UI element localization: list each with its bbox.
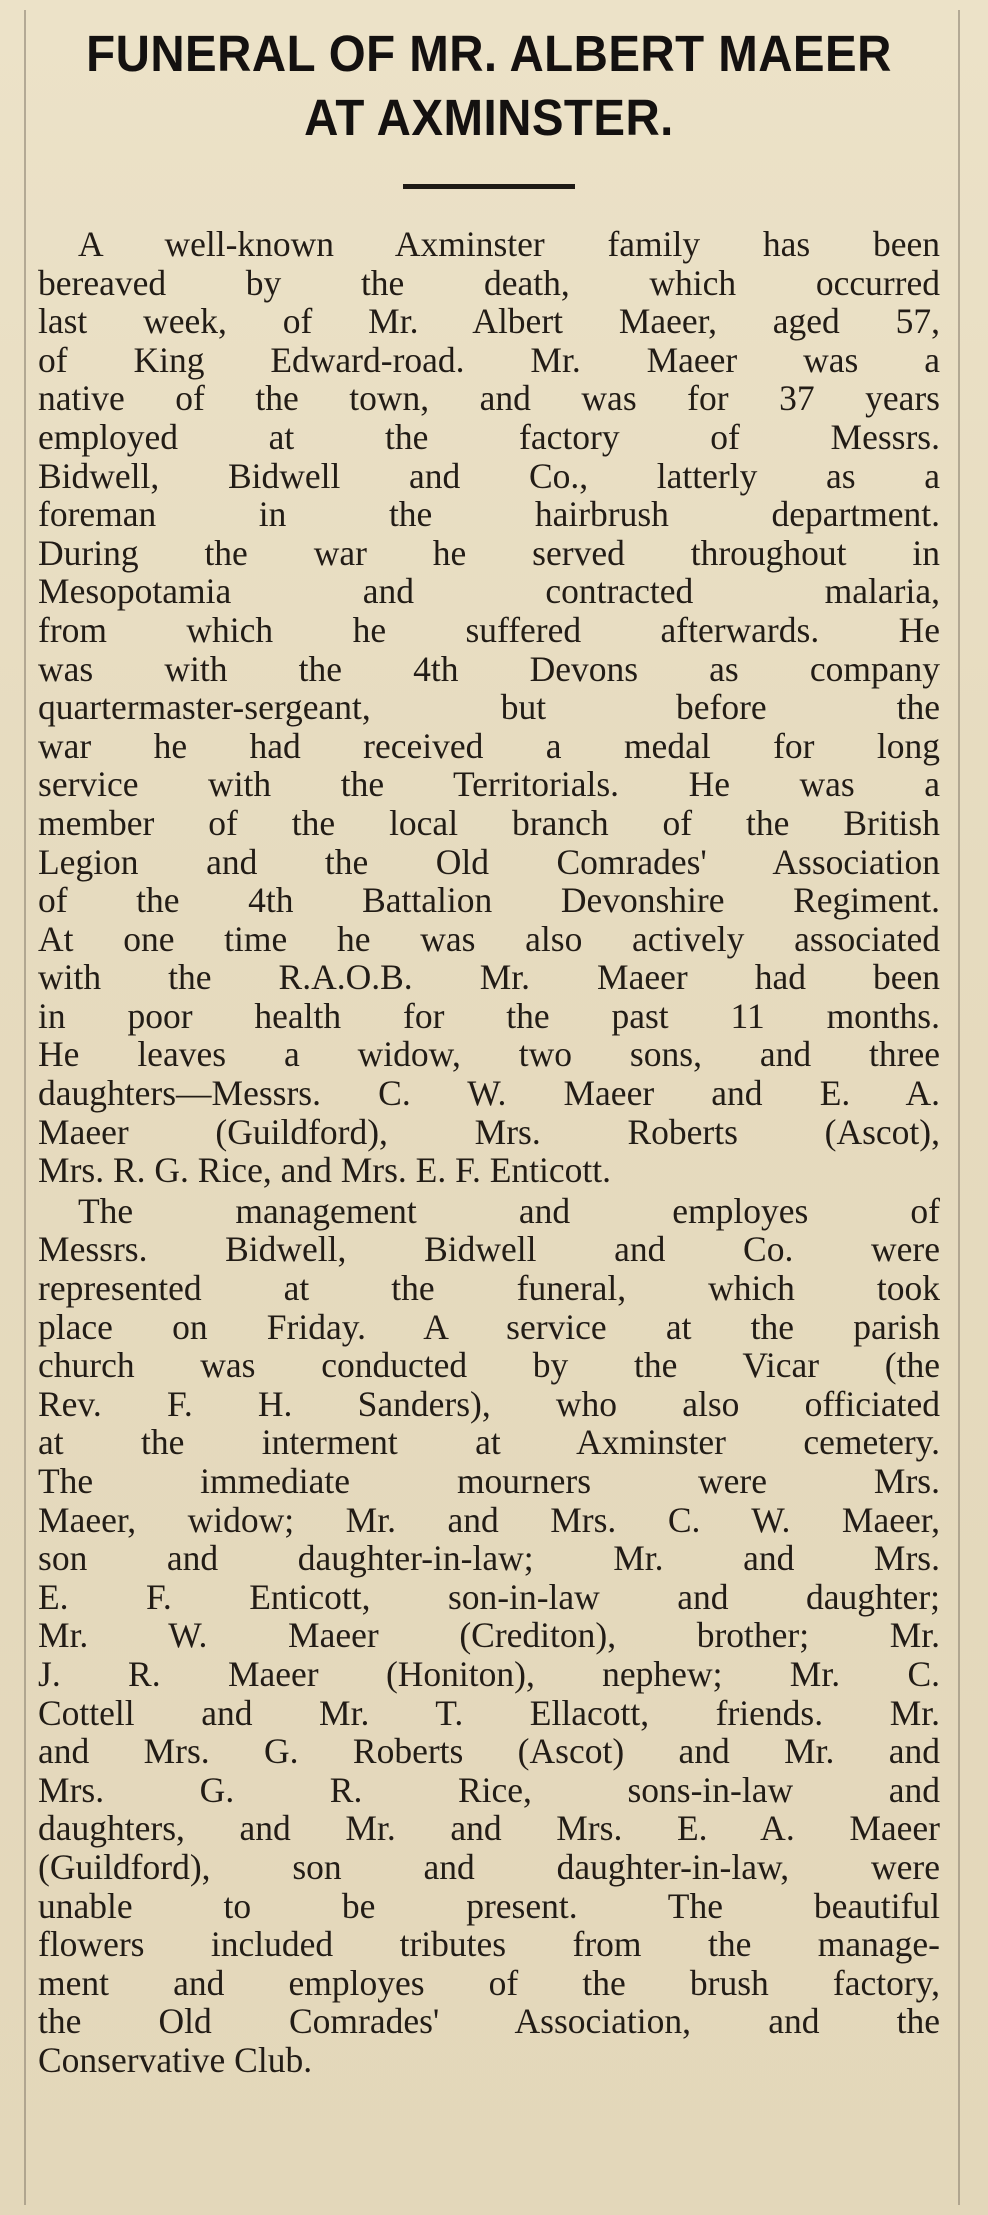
column-rule-right	[958, 10, 960, 2205]
text-line: war he had received a medal for long	[38, 725, 940, 766]
text-line: foreman in the hairbrush department.	[38, 494, 940, 535]
headline	[70, 22, 909, 150]
text-line: Maeer, widow; Mr. and Mrs. C. W. Maeer,	[38, 1499, 940, 1540]
article-paragraph-2	[38, 1192, 940, 2080]
text-line: Mrs. R. G. Rice, and Mrs. E. F. Enticott.	[38, 1150, 612, 1191]
text-line: with the R.A.O.B. Mr. Maeer had been	[38, 957, 940, 998]
text-line: at the interment at Axminster cemetery.	[38, 1422, 940, 1463]
adjacent-column-right	[964, 0, 988, 2215]
text-line: Cottell and Mr. T. Ellacott, friends. Mr.	[38, 1692, 940, 1733]
text-line: Legion and the Old Comrades' Association	[38, 841, 940, 882]
text-line: bereaved by the death, which occurred	[38, 262, 940, 303]
text-line: At one time he was also actively associated	[38, 918, 940, 959]
text-line: son and daughter-in-law; Mr. and Mrs.	[38, 1538, 940, 1579]
article	[38, 22, 940, 2080]
adjacent-column-left	[0, 0, 22, 2215]
text-line: quartermaster-sergeant, but before the	[38, 687, 940, 728]
text-line: ment and employes of the brush factory,	[38, 1962, 940, 2003]
text-line: was with the 4th Devons as company	[38, 648, 940, 689]
text-line: The immediate mourners were Mrs.	[38, 1461, 940, 1501]
text-line: last week, of Mr. Albert Maeer, aged 57,	[38, 301, 940, 342]
text-line: Rev. F. H. Sanders), who also officiated	[38, 1383, 940, 1424]
text-line: (Guildford), son and daughter-in-law, were	[38, 1846, 940, 1887]
text-line: During the war he served throughout in	[38, 532, 940, 573]
text-line: and Mrs. G. Roberts (Ascot) and Mr. and	[38, 1731, 940, 1772]
headline-divider	[403, 184, 575, 189]
column-rule-left	[24, 10, 26, 2205]
headline-line-1: FUNERAL OF MR. ALBERT MAEER	[86, 25, 892, 82]
text-line: represented at the funeral, which took	[38, 1268, 940, 1309]
text-line: Bidwell, Bidwell and Co., latterly as a	[38, 455, 940, 496]
text-line: Messrs. Bidwell, Bidwell and Co. were	[38, 1229, 940, 1270]
text-line: in poor health for the past 11 months.	[38, 995, 940, 1036]
text-line: The management and employes of	[78, 1190, 940, 1231]
text-line: E. F. Enticott, son-in-law and daughter;	[38, 1576, 940, 1617]
text-line: native of the town, and was for 37 years	[38, 378, 940, 419]
text-line: J. R. Maeer (Honiton), nephew; Mr. C.	[38, 1653, 940, 1694]
headline-line-2: AT AXMINSTER.	[304, 89, 674, 146]
text-line: employed at the factory of Messrs.	[38, 416, 940, 457]
text-line: service with the Territorials. He was a	[38, 764, 940, 805]
text-line: of King Edward-road. Mr. Maeer was a	[38, 339, 940, 380]
text-line: Conservative Club.	[38, 2039, 313, 2080]
text-line: Mesopotamia and contracted malaria,	[38, 571, 940, 612]
text-line: place on Friday. A service at the parish	[38, 1306, 940, 1347]
text-line: He leaves a widow, two sons, and three	[38, 1034, 940, 1075]
text-line: of the 4th Battalion Devonshire Regiment.	[38, 880, 940, 921]
text-line: Maeer (Guildford), Mrs. Roberts (Ascot),	[38, 1111, 940, 1152]
text-line: A well-known Axminster family has been	[78, 224, 940, 264]
text-line: from which he suffered afterwards. He	[38, 609, 940, 650]
text-line: the Old Comrades' Association, and the	[38, 2001, 940, 2042]
text-line: Mrs. G. R. Rice, sons-in-law and	[38, 1769, 940, 1810]
text-line: daughters—Messrs. C. W. Maeer and E. A.	[38, 1073, 940, 1114]
text-line: member of the local branch of the British	[38, 802, 940, 843]
text-line: unable to be present. The beautiful	[38, 1885, 940, 1926]
text-line: church was conducted by the Vicar (the	[38, 1345, 940, 1386]
text-line: flowers included tributes from the manage-	[38, 1924, 940, 1965]
text-line: Mr. W. Maeer (Crediton), brother; Mr.	[38, 1615, 940, 1656]
text-line: daughters, and Mr. and Mrs. E. A. Maeer	[38, 1808, 940, 1849]
article-paragraph-1	[38, 225, 940, 1190]
